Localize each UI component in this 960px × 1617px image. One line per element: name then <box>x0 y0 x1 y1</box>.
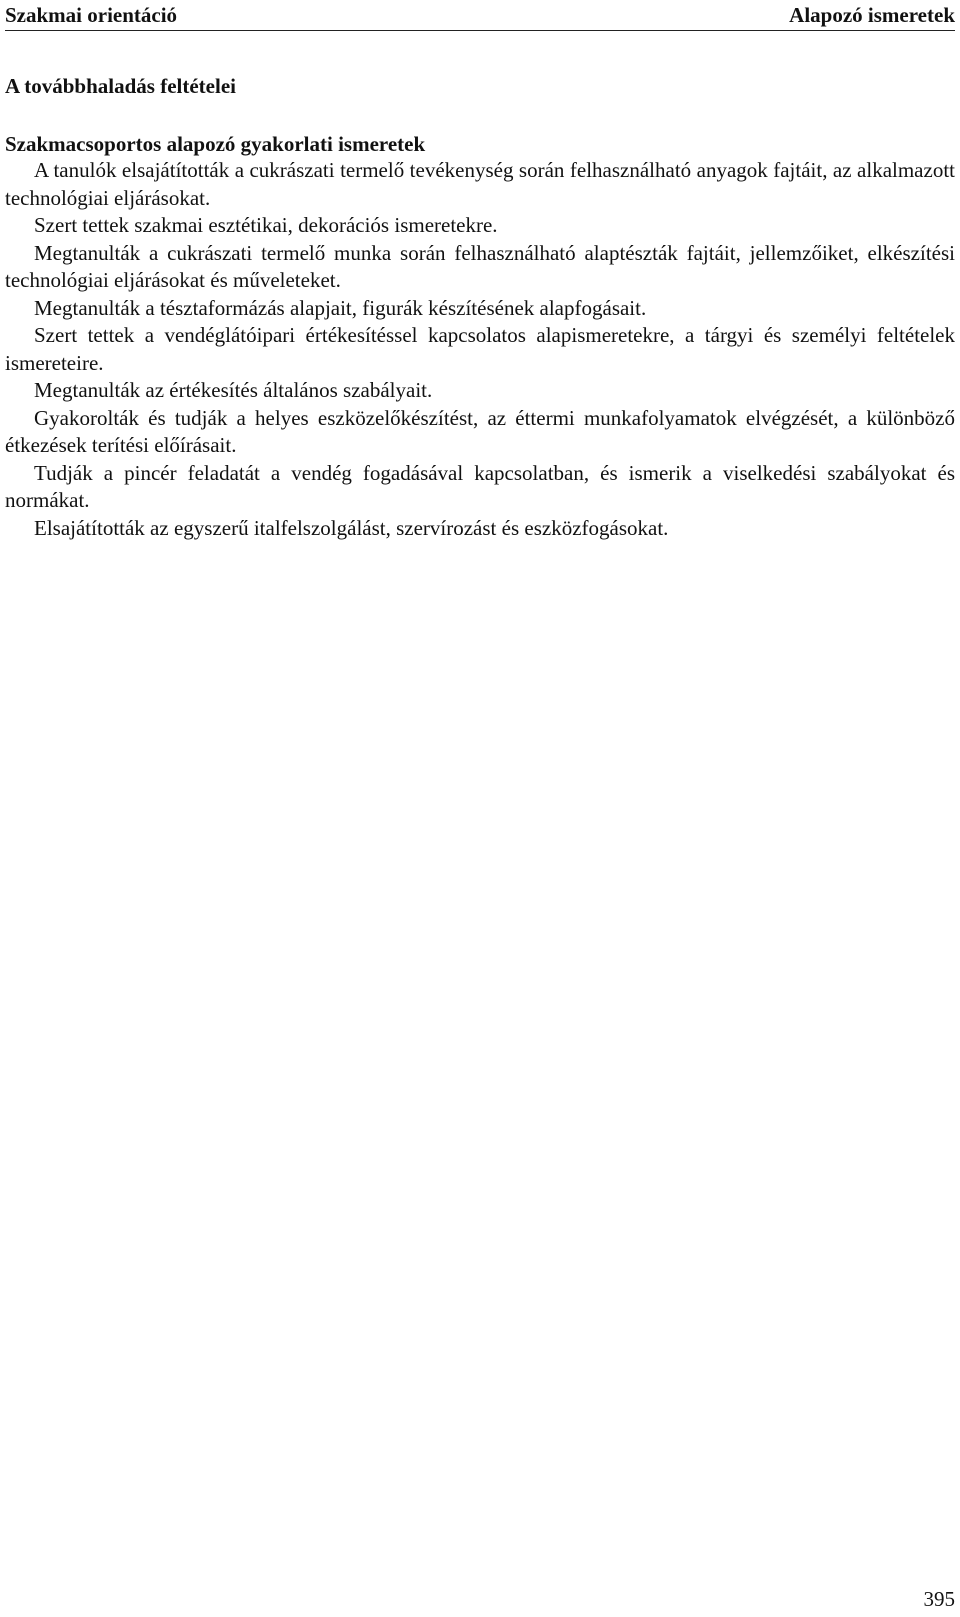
paragraph-doughs: Megtanulták a cukrászati termelő munka során felhasználható alaptészták fajtáit, jellemzőiket, elkészítési technológiai eljárásokat és műveleteket. <box>5 240 955 292</box>
paragraph-sales-rules: Megtanulták az értékesítés általános szabályait. <box>34 378 433 402</box>
subsection-title: Szakmacsoportos alapozó gyakorlati ismeretek <box>5 132 426 156</box>
running-header <box>5 0 955 31</box>
header-left-title: Szakmai orientáció <box>5 3 178 27</box>
body-text <box>5 157 955 542</box>
paragraph-table-setting: Gyakorolták és tudják a helyes eszközelőkészítést, az éttermi munkafolyamatok elvégzését, a különböző étkezések terítési előírásait. <box>5 405 955 457</box>
paragraph-aesthetics: Szert tettek szakmai esztétikai, dekorációs ismeretekre. <box>34 213 498 237</box>
paragraph-sales-basics: Szert tettek a vendéglátóipari értékesítéssel kapcsolatos alapismeretekre, a tárgyi és személyi feltételek ismereteire. <box>5 323 955 375</box>
paragraph-drink-service: Elsajátították az egyszerű italfelszolgálást, szervírozást és eszközfogásokat. <box>34 515 669 540</box>
header-right-title: Alapozó ismeretek <box>789 3 955 27</box>
section-title: A továbbhaladás feltételei <box>5 74 236 98</box>
paragraph-shaping: Megtanulták a tésztaformázás alapjait, figurák készítésének alapfogásait. <box>34 295 647 320</box>
paragraph-materials: A tanulók elsajátították a cukrászati termelő tevékenység során felhasználható anyagok fajtáit, az alkalmazott technológiai eljárásokat. <box>5 158 955 210</box>
paragraph-waiter-duties: Tudják a pincér feladatát a vendég fogadásával kapcsolatban, és ismerik a viselkedési szabályokat és normákat. <box>5 460 955 512</box>
page-number: 395 <box>923 1587 955 1611</box>
